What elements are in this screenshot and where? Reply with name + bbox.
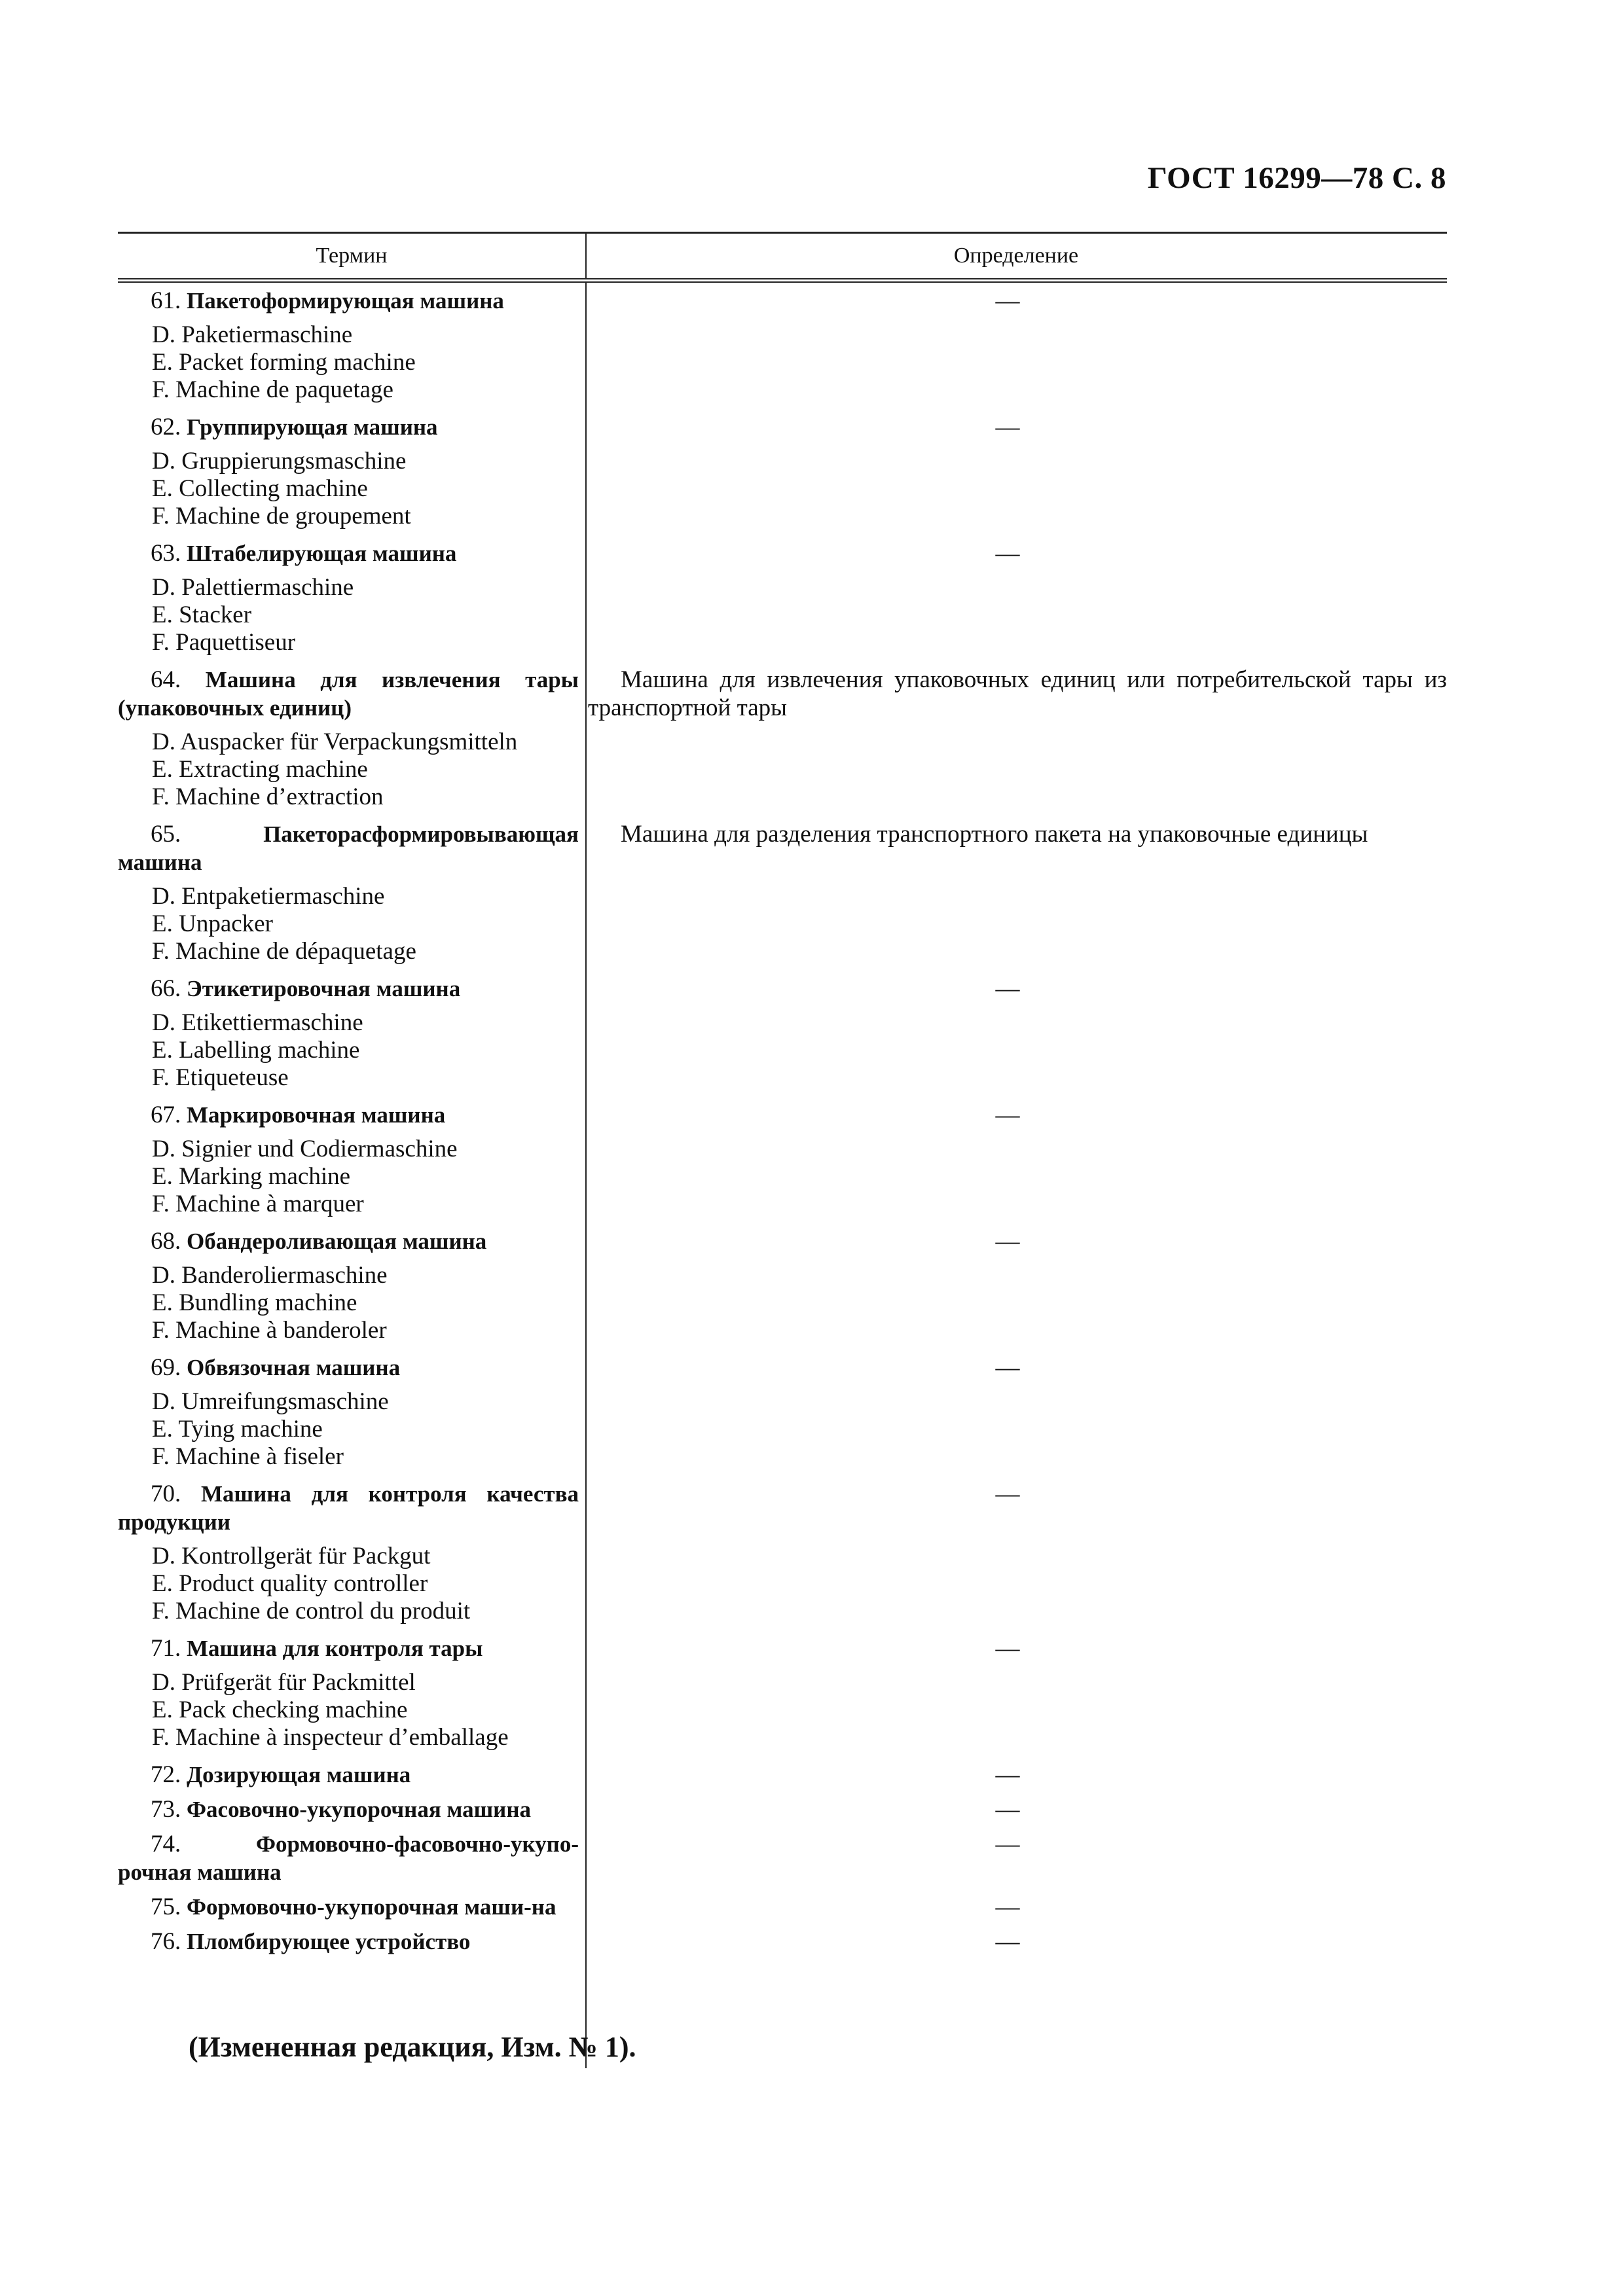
- foreign-equivalents: [118, 1388, 579, 1471]
- table-row: [118, 1634, 1447, 1761]
- table-row: [118, 820, 1447, 975]
- term-name: Пакеторасформировывающая машина: [118, 821, 579, 875]
- column-header-term: Термин: [316, 243, 388, 268]
- term-number: 71.: [151, 1635, 181, 1662]
- term-number: 65.: [151, 821, 181, 848]
- definition-cell: [585, 1480, 1447, 1634]
- foreign-equivalents: [118, 321, 579, 404]
- foreign-equivalents: [118, 448, 579, 530]
- definition-cell: [585, 287, 1447, 413]
- term-number: 72.: [151, 1761, 181, 1788]
- table-header-row: [118, 234, 1447, 278]
- term-cell: [118, 1101, 585, 1227]
- foreign-equivalents: [118, 728, 579, 811]
- definition-dash: —: [995, 1354, 1020, 1381]
- terms-table: [118, 232, 1447, 1962]
- term-title: [118, 1480, 579, 1536]
- equivalent-fr: F. Machine à fiseler: [152, 1443, 344, 1470]
- definition-cell: [585, 666, 1447, 820]
- term-number: 70.: [151, 1480, 181, 1507]
- equivalent-de: D. Banderoliermaschine: [152, 1262, 388, 1289]
- amendment-note: (Измененная редакция, Изм. № 1).: [189, 2031, 636, 2063]
- term-name: Пломбирующее устройство: [187, 1929, 471, 1954]
- term-title: [118, 975, 579, 1003]
- definition-cell: [585, 1893, 1447, 1928]
- term-number: 73.: [151, 1796, 181, 1823]
- equivalent-en: E. Marking machine: [152, 1163, 351, 1190]
- equivalent-de: D. Palettiermaschine: [152, 574, 354, 601]
- table-header-rule: [118, 278, 1447, 283]
- definition-cell: [585, 1830, 1447, 1893]
- definition-cell: [585, 539, 1447, 666]
- table-row: [118, 1480, 1447, 1634]
- term-title: [118, 287, 579, 315]
- definition-dash: —: [995, 975, 1020, 1002]
- foreign-equivalents: [118, 1669, 579, 1751]
- equivalent-en: E. Product quality controller: [152, 1570, 428, 1597]
- term-number: 74.: [151, 1831, 181, 1857]
- term-cell: [118, 413, 585, 539]
- equivalent-fr: F. Machine de groupement: [152, 503, 411, 529]
- foreign-equivalents: [118, 1009, 579, 1092]
- term-name: Этикетировочная машина: [187, 976, 461, 1001]
- term-cell: [118, 1928, 585, 1962]
- definition-text: Машина для извлечения упаковочных единиц или потребительской тары из транспортной тары: [588, 666, 1447, 721]
- table-row: [118, 975, 1447, 1101]
- table-row: [118, 413, 1447, 539]
- definition-cell: [585, 1928, 1447, 1962]
- equivalent-de: D. Signier und Codiermaschine: [152, 1136, 458, 1162]
- table-row: [118, 287, 1447, 413]
- term-title: [118, 1830, 579, 1886]
- definition-cell: [585, 1634, 1447, 1761]
- definition-dash: —: [995, 1761, 1020, 1788]
- definition-cell: [585, 413, 1447, 539]
- equivalent-en: E. Collecting machine: [152, 475, 368, 502]
- equivalent-en: E. Bundling machine: [152, 1289, 357, 1316]
- equivalent-de: D. Gruppierungsmaschine: [152, 448, 407, 475]
- definition-dash: —: [995, 1228, 1020, 1255]
- definition-dash: —: [995, 1928, 1020, 1955]
- equivalent-de: D. Kontrollgerät für Packgut: [152, 1543, 431, 1570]
- term-cell: [118, 1354, 585, 1480]
- term-title: [118, 1761, 579, 1789]
- term-cell: [118, 666, 585, 820]
- term-name: Дозирующая машина: [187, 1762, 411, 1787]
- term-name: Маркировочная машина: [187, 1102, 446, 1128]
- term-cell: [118, 1893, 585, 1928]
- term-cell: [118, 975, 585, 1101]
- definition-dash: —: [995, 540, 1020, 567]
- term-cell: [118, 1227, 585, 1354]
- foreign-equivalents: [118, 1262, 579, 1344]
- term-number: 76.: [151, 1928, 181, 1955]
- term-number: 75.: [151, 1893, 181, 1920]
- definition-dash: —: [995, 414, 1020, 440]
- term-title: [118, 820, 579, 876]
- table-row: [118, 1893, 1447, 1928]
- term-number: 61.: [151, 287, 181, 314]
- equivalent-fr: F. Machine de paquetage: [152, 376, 393, 403]
- equivalent-de: D. Prüfgerät für Packmittel: [152, 1669, 416, 1696]
- term-number: 69.: [151, 1354, 181, 1381]
- term-name: Штабелирующая машина: [187, 541, 457, 566]
- definition-cell: [585, 975, 1447, 1101]
- table-row: [118, 1761, 1447, 1795]
- equivalent-en: E. Labelling machine: [152, 1037, 360, 1064]
- term-cell: [118, 287, 585, 413]
- table-row: [118, 539, 1447, 666]
- document-reference: ГОСТ 16299—78 С. 8: [1147, 161, 1446, 195]
- term-name: Пакетоформирующая машина: [187, 288, 504, 314]
- table-row: [118, 1928, 1447, 1962]
- term-cell: [118, 1761, 585, 1795]
- equivalent-fr: F. Machine à inspecteur d’emballage: [152, 1724, 509, 1751]
- term-number: 67.: [151, 1102, 181, 1128]
- equivalent-fr: F. Machine de dépaquetage: [152, 938, 416, 965]
- header-column-divider: [585, 234, 587, 278]
- equivalent-de: D. Auspacker für Verpackungsmitteln: [152, 728, 518, 755]
- equivalent-de: D. Etikettiermaschine: [152, 1009, 363, 1036]
- equivalent-en: E. Pack checking machine: [152, 1696, 408, 1723]
- definition-dash: —: [995, 1635, 1020, 1662]
- term-title: [118, 1354, 579, 1382]
- table-row: [118, 1227, 1447, 1354]
- term-name: Группирующая машина: [187, 414, 438, 440]
- equivalent-en: E. Packet forming machine: [152, 349, 416, 376]
- term-cell: [118, 1830, 585, 1893]
- definition-cell: [585, 1101, 1447, 1227]
- term-title: [118, 666, 579, 722]
- table-body: [118, 283, 1447, 1962]
- term-name: Обандероливающая машина: [187, 1229, 487, 1254]
- definition-cell: [585, 1761, 1447, 1795]
- term-number: 68.: [151, 1228, 181, 1255]
- equivalent-en: E. Stacker: [152, 601, 252, 628]
- term-title: [118, 539, 579, 567]
- equivalent-fr: F. Paquettiseur: [152, 629, 296, 656]
- equivalent-fr: F. Machine de control du produit: [152, 1598, 471, 1624]
- equivalent-en: E. Extracting machine: [152, 756, 368, 783]
- term-name: Фасовочно-укупорочная машина: [187, 1797, 532, 1822]
- term-cell: [118, 820, 585, 975]
- term-cell: [118, 1795, 585, 1830]
- term-cell: [118, 1480, 585, 1634]
- definition-dash: —: [995, 1796, 1020, 1823]
- term-name: Обвязочная машина: [187, 1355, 401, 1380]
- equivalent-fr: F. Machine à marquer: [152, 1191, 364, 1217]
- table-row: [118, 1101, 1447, 1227]
- equivalent-de: D. Umreifungsmaschine: [152, 1388, 389, 1415]
- term-title: [118, 1634, 579, 1662]
- table-row: [118, 1795, 1447, 1830]
- foreign-equivalents: [118, 574, 579, 656]
- column-divider: [585, 283, 587, 2068]
- table-row: [118, 1354, 1447, 1480]
- term-cell: [118, 1634, 585, 1761]
- table-row: [118, 1830, 1447, 1893]
- term-name: Формовочно-фасовочно-укупо-рочная машина: [118, 1831, 579, 1885]
- foreign-equivalents: [118, 883, 579, 965]
- term-number: 62.: [151, 414, 181, 440]
- term-title: [118, 1928, 579, 1956]
- foreign-equivalents: [118, 1136, 579, 1218]
- equivalent-en: E. Unpacker: [152, 910, 273, 937]
- term-number: 64.: [151, 666, 181, 693]
- term-number: 63.: [151, 540, 181, 567]
- equivalent-fr: F. Machine à banderoler: [152, 1317, 387, 1344]
- term-name: Машина для контроля качества продукции: [118, 1481, 579, 1535]
- equivalent-fr: F. Machine d’extraction: [152, 783, 384, 810]
- term-cell: [118, 539, 585, 666]
- definition-cell: [585, 820, 1447, 975]
- definition-dash: —: [995, 1831, 1020, 1857]
- term-name: Машина для контроля тары: [187, 1636, 483, 1661]
- definition-cell: [585, 1795, 1447, 1830]
- definition-cell: [585, 1227, 1447, 1354]
- equivalent-de: D. Entpaketiermaschine: [152, 883, 385, 910]
- term-number: 66.: [151, 975, 181, 1002]
- equivalent-de: D. Paketiermaschine: [152, 321, 353, 348]
- definition-dash: —: [995, 1893, 1020, 1920]
- definition-dash: —: [995, 287, 1020, 314]
- column-header-definition: Определение: [953, 243, 1079, 268]
- term-name: Формовочно-укупорочная маши-на: [187, 1894, 556, 1920]
- definition-cell: [585, 1354, 1447, 1480]
- foreign-equivalents: [118, 1543, 579, 1625]
- term-name: Машина для извлечения тары (упаковочных единиц): [118, 667, 579, 721]
- term-title: [118, 1893, 579, 1921]
- term-title: [118, 1227, 579, 1255]
- definition-text: Машина для разделения транспортного пакета на упаковочные единицы: [621, 821, 1368, 848]
- table-row: [118, 666, 1447, 820]
- definition-dash: —: [995, 1480, 1020, 1507]
- definition-dash: —: [995, 1102, 1020, 1128]
- equivalent-en: E. Tying machine: [152, 1416, 323, 1443]
- term-title: [118, 1101, 579, 1129]
- term-title: [118, 413, 579, 441]
- equivalent-fr: F. Etiqueteuse: [152, 1064, 289, 1091]
- term-title: [118, 1795, 579, 1823]
